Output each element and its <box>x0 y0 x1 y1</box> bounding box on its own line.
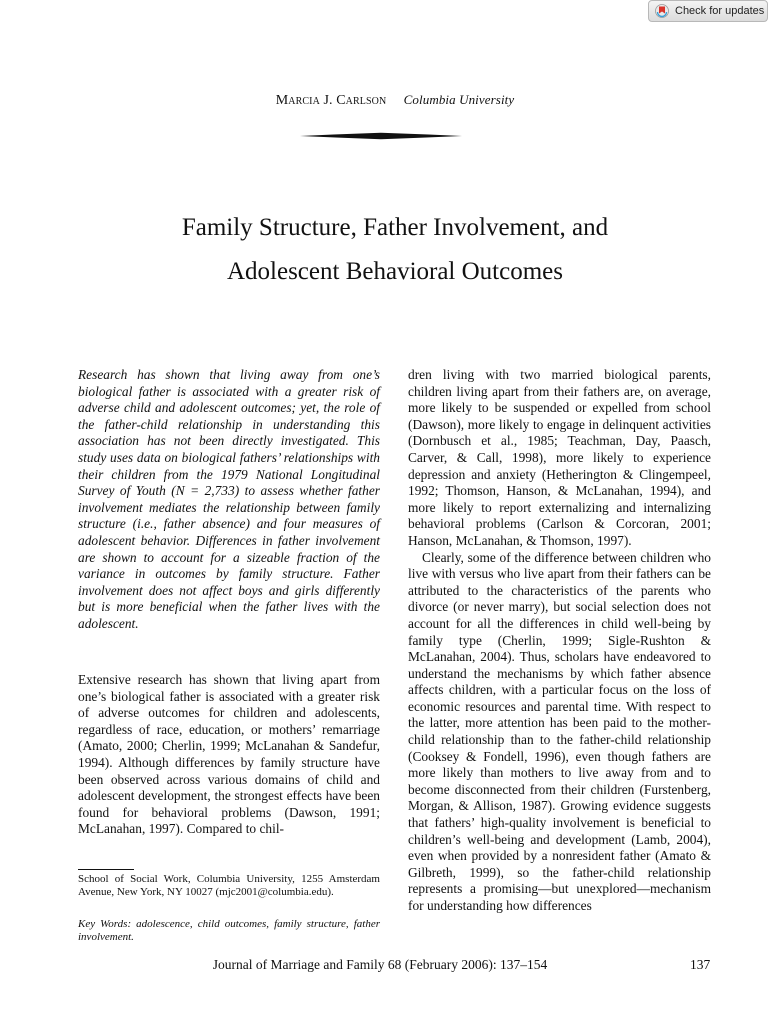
right-column <box>408 367 711 915</box>
title-line-2: Adolescent Behavioral Outcomes <box>226 258 563 285</box>
journal-citation: Journal of Marriage and Family 68 (February 2006): 137–154 <box>212 957 548 972</box>
author-affiliation: Columbia University <box>403 92 515 107</box>
check-for-updates-button[interactable] <box>648 0 768 22</box>
title-line-1: Family Structure, Father Involvement, and <box>181 214 609 241</box>
check-for-updates-label: Check for updates <box>675 5 765 17</box>
article-title <box>0 206 768 294</box>
footnote-address: School of Social Work, Columbia University, 1255 Amsterdam Avenue, New York, NY 10027 (mjc2001@columbia.edu). <box>78 873 380 898</box>
right-paragraph-1: dren living with two married biological parents, children living apart from their fathers are, on average, more likely to be suspended or expelled from school (Dawson), more likely to engage in delinquent activities (Dornbusch et al., 1985; Teachman, Day, Paasch, Carver, & Call, 1998), more likely to experience depression and anxiety (Hetherington & Clingempeel, 1992; Thomson, Hanson, & McLanahan, 1994), and more likely to report externalizing and internalizing behavioral problems (Carlson & Corcoran, 2001; Hanson, McLanahan, & Thomson, 1997). <box>408 367 711 548</box>
abstract: Research has shown that living away from one’s biological father is associated with a greater risk of adverse child and adolescent outcomes; yet, the role of the father-child relationship in understanding this association has not been directly investigated. This study uses data on biological fathers’ relationships with their children from the 1979 National Longitudinal Survey of Youth (N = 2,733) to assess whether father involvement mediates the relationship between family structure (i.e., father absence) and four measures of adolescent behavior. Differences in father involvement are shown to account for a sizeable fraction of the variance in outcomes by family structure. Father involvement does not affect boys and girls differently but is more beneficial when the father lives with the adolescent. <box>78 367 380 631</box>
crossmark-icon <box>655 4 669 18</box>
author-name: Marcia J. Carlson <box>275 93 387 108</box>
page-number: 137 <box>690 957 711 972</box>
footnote-rule <box>78 869 134 870</box>
title-ornament-rule <box>300 131 462 141</box>
intro-paragraph: Extensive research has shown that living apart from one’s biological father is associated with a greater risk of adverse outcomes for children and adolescents, regardless of race, education, or mothers’ remarriage (Amato, 2000; Cherlin, 1999; McLanahan & Sandefur, 1994). Although differences by family structure have been observed across various domains of child and adolescent development, the strongest effects have been found for behavioral problems (Dawson, 1991; McLanahan, 1997). Compared to chil- <box>78 672 380 837</box>
footnote-keywords: Key Words: adolescence, child outcomes, family structure, father involvement. <box>78 918 380 943</box>
author-line <box>0 92 768 109</box>
right-paragraph-2: Clearly, some of the difference between children who live with versus who live apart from their fathers can be attributed to the characteristics of the parents who divorce (or never marry), but social selection does not account for all the differences in child well-being by family type (Cherlin, 1999; Sigle-Rushton & McLanahan, 2004). Thus, scholars have endeavored to understand the mechanisms by which father absence affects children, with a particular focus on the loss of economic resources and parental time. With respect to the latter, more attention has been paid to the mother-child relationship than to the father-child relationship (Cooksey & Fondell, 1996), even though fathers are more likely than mothers to live away from and to become disconnected from their children (Furstenberg, Morgan, & Allison, 1987). Growing evidence suggests that fathers’ high-quality involvement is beneficial to children’s well-being and development (Lamb, 2004), even when provided by a nonresident father (Amato & Gilbreth, 1999), so the father-child relationship represents a promising—but unexplored—mechanism for understanding how differences <box>408 549 711 913</box>
